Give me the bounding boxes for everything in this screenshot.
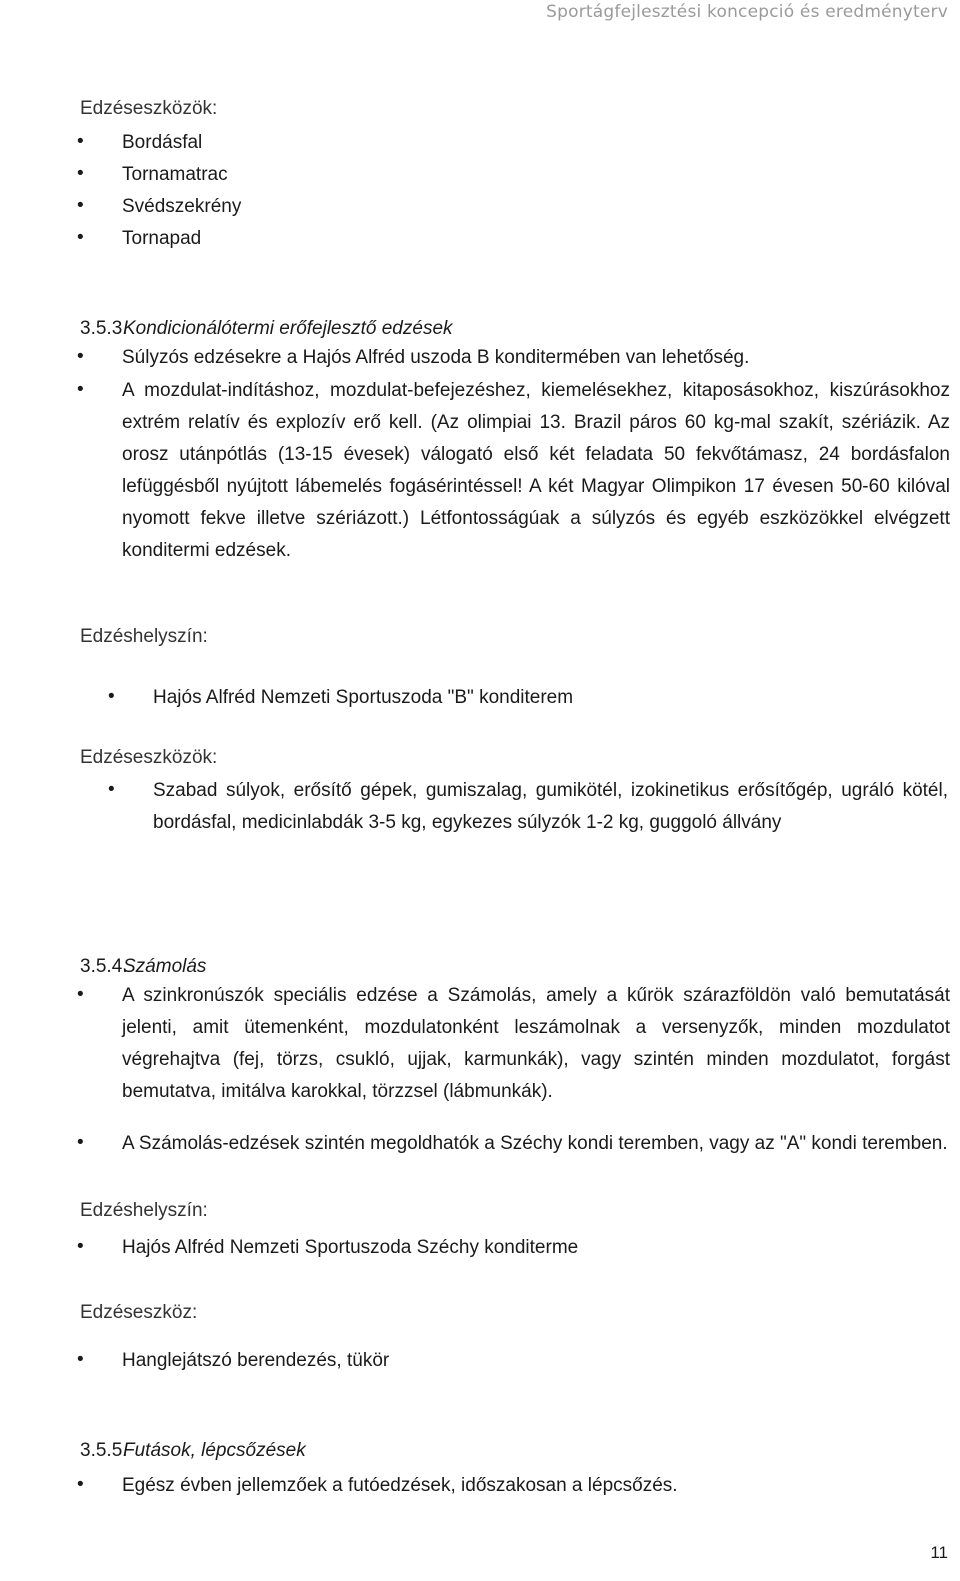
bullet-icon: •: [77, 131, 84, 152]
equipment-label: Edzéseszköz:: [80, 1302, 198, 1323]
venue-label: Edzéshelyszín:: [80, 1200, 208, 1221]
bullet-icon: •: [77, 1236, 84, 1257]
bullet-icon: •: [77, 163, 84, 184]
list-item: • A szinkronúszók speciális edzése a Számolás, amely a kűrök szárazföldön való bemutatását jelenti, amit ütemenként, mozdulatonként leszámolnak a versenyzők, minden mozdulatot végrehajtva (fej, törzs, csukló, ujjak, karmunkák), vagy szintén minden mozdulatot, forgást bemutatva, imitálva karokkal, törzzsel (lábmunkák).: [122, 980, 950, 1108]
bullet-icon: •: [77, 195, 84, 216]
list-item: • Hanglejátszó berendezés, tükör: [122, 1345, 922, 1377]
list-item: • Bordásfal: [122, 127, 922, 159]
list-item: • A mozdulat-indításhoz, mozdulat-befejezéshez, kiemelésekhez, kitaposásokhoz, kiszúrásokhoz extrém relatív és explozív erő kell. (Az olimpiai 13. Brazil páros 60 kg-mal szakít, szériázik. Az orosz utánpótlás (13-15 évesek) válogató első két feladata 50 fekvőtámasz, 24 bordásfalon lefüggésből nyújtott lábemelés fogásérintéssel! A két Magyar Olimpikon 17 évesen 50-60 kilóval nyomott fekve illetve szériázott.) Létfontosságúak a súlyzós és egyéb eszközökkel elvégzett konditermi edzések.: [122, 375, 950, 567]
section-heading: 3.5.4.Számolás: [80, 956, 207, 977]
list-item: • Svédszekrény: [122, 191, 922, 223]
list-item: • Szabad súlyok, erősítő gépek, gumiszalag, gumikötél, izokinetikus erősítőgép, ugráló kötél, bordásfal, medicinlabdák 3-5 kg, egykezes súlyzók 1-2 kg, guggoló állvány: [153, 775, 948, 839]
bullet-icon: •: [108, 779, 115, 800]
bullet-icon: •: [108, 686, 115, 707]
equipment-label: Edzéseszközök:: [80, 747, 218, 768]
list-item: • Hajós Alfréd Nemzeti Sportuszoda Széchy konditerme: [122, 1232, 922, 1264]
list-item: • A Számolás-edzések szintén megoldhatók a Széchy kondi teremben, vagy az "A" kondi teremben.: [122, 1128, 950, 1160]
list-item: • Tornamatrac: [122, 159, 922, 191]
bullet-icon: •: [77, 984, 84, 1005]
bullet-icon: •: [77, 1132, 84, 1153]
bullet-icon: •: [77, 1474, 84, 1495]
list-item: • Egész évben jellemzőek a futóedzések, időszakosan a lépcsőzés.: [122, 1470, 922, 1502]
bullet-icon: •: [77, 346, 84, 367]
list-item: • Hajós Alfréd Nemzeti Sportuszoda "B" konditerem: [153, 682, 943, 714]
bullet-icon: •: [77, 227, 84, 248]
bullet-icon: •: [77, 1349, 84, 1370]
section-heading: 3.5.5.Futások, lépcsőzések: [80, 1440, 306, 1461]
section-heading: 3.5.3.Kondicionálótermi erőfejlesztő edzések: [80, 318, 453, 339]
list-item: • Tornapad: [122, 223, 922, 255]
venue-label: Edzéshelyszín:: [80, 626, 208, 647]
page-number: 11: [930, 1543, 948, 1562]
equipment-label: Edzéseszközök:: [80, 98, 218, 119]
list-item: • Súlyzós edzésekre a Hajós Alfréd uszoda B konditermében van lehetőség.: [122, 342, 952, 374]
page-header-title: Sportágfejlesztési koncepció és eredményterv: [546, 2, 948, 22]
bullet-icon: •: [77, 379, 84, 400]
